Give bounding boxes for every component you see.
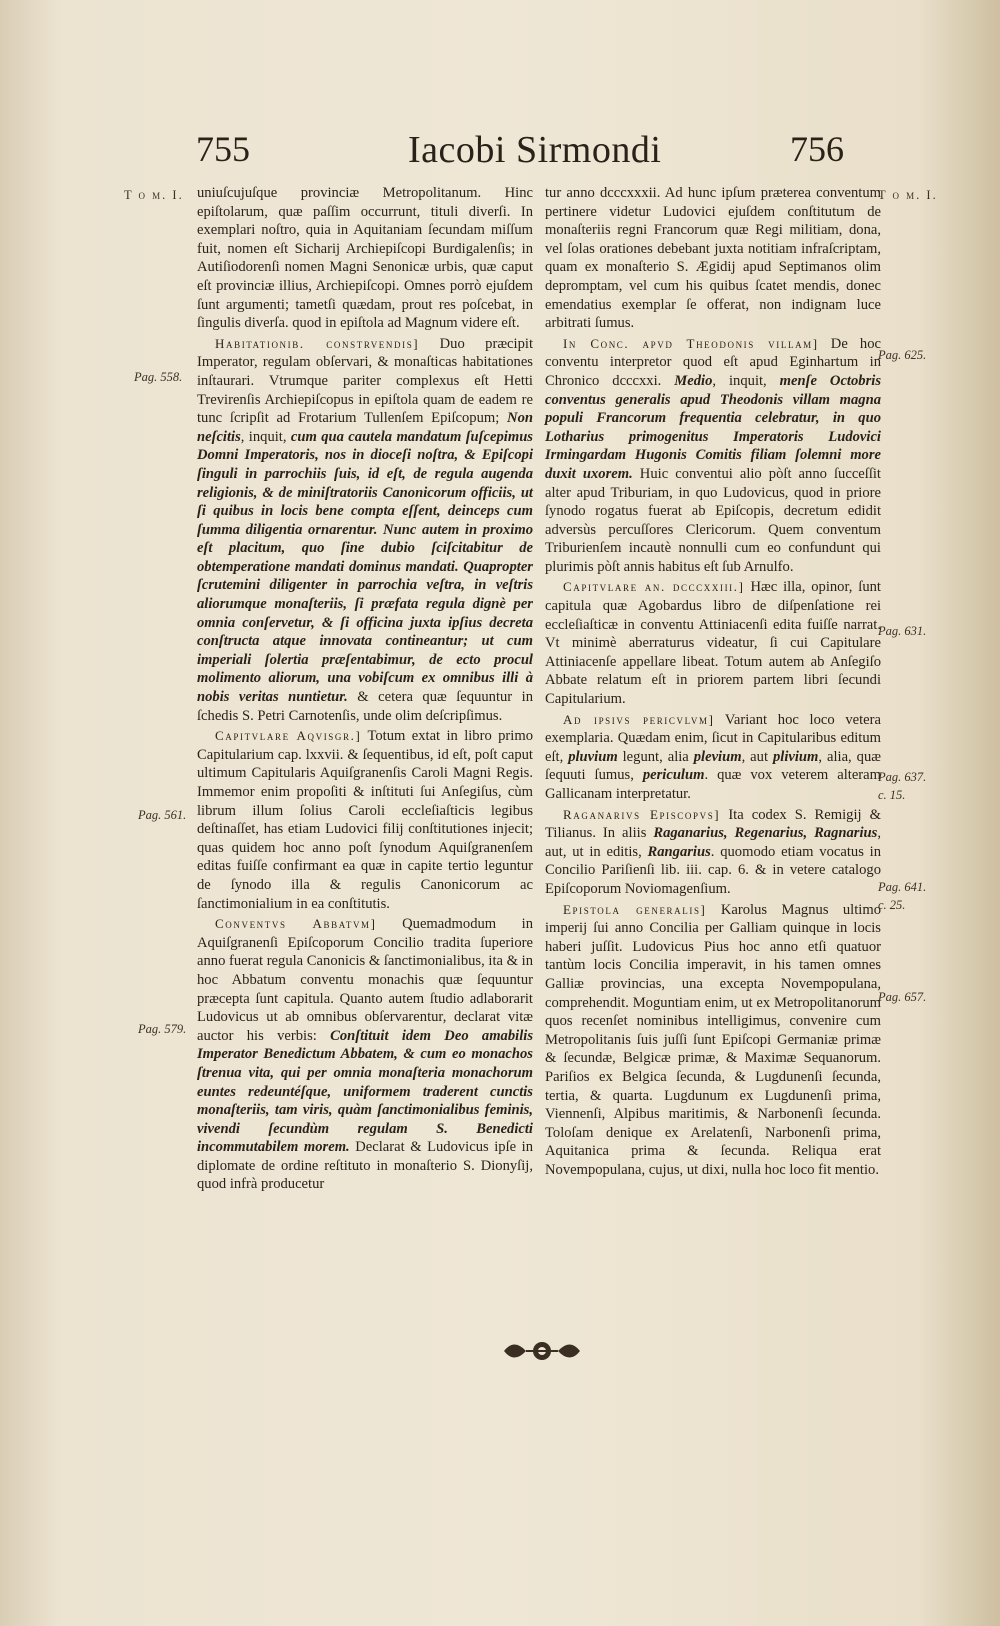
paragraph <box>545 901 881 1180</box>
page-header <box>0 128 1000 178</box>
margin-tom-left: T o m. I. <box>124 188 184 202</box>
quote-run: pluvium <box>568 748 618 765</box>
text-run: . quomodo etiam vocatus in Concilio Pariſienſi lib. iii. cap. 6. & in vetere catalogo Epiſcoporum Noviomagenſium. <box>545 843 881 897</box>
text-run: Declarat & Ludovicus ipſe in diplomate de ordine reſtituto in monaſterio S. Dionyſij, quod infrà producetur <box>197 1139 533 1193</box>
paragraph: uniuſcujuſque provinciæ Metropolitanum. Hinc epiſtolarum, quæ paſſim occurrunt, tituli diverſi. In exemplari noſtro, quia in Aquitaniam ſecundam miſſum fuit, nomen eſt Sicharij Archiepiſcopi Burdigalenſis; in Autiſiodorenſi nomen Magni Senonicæ urbis, quæ caput eſt provinciæ illius, Archiepiſcopi. Omnes porrò ejuſdem ſunt argumenti; tametſi quædam, prout res poſcebat, in ſingulis diverſa. quod in epiſtola ad Magnum videre eſt. <box>197 185 533 332</box>
quote-run: Conſtituit idem Deo amabilis Imperator Benedictum Abbatem, & cum eo monachos ſtrenua vita, qui per omnia monaſteria monachorum euntes redeuntéſque, uniformem traderent cunctis monaſteriis, tam viris, quàm ſanctimonialibus feminis, vivendi ſecundùm regulam S. Benedicti incommutabilem morem. <box>197 1027 533 1156</box>
margin-note: Pag. 561. <box>138 808 187 822</box>
text-run: Quemadmodum in Aquiſgranenſi Epiſcoporum Concilio tradita ſuperiore anno fuerat regula Canonicis & ſanctimonialibus, ita & in hoc Abbatum conventu monachis quæ ſequuntur præcepta ſunt capitula. Quanto autem ſtudio adlaborarit Ludovicus ut ab omnibus obſervarentur, declarat vitæ auctor his verbis: <box>197 916 533 1044</box>
quote-run: plevium <box>693 748 742 765</box>
margin-note: Pag. 625. <box>878 348 927 362</box>
quote-run: Rangarius <box>647 843 711 860</box>
quote-run: Medio <box>674 372 713 389</box>
margin-note: Pag. 579. <box>138 1022 187 1036</box>
text-run: Hæc illa, opinor, ſunt capitula quæ Agobardus libro de diſpenſatione rei eccleſiaſticæ in conventu Attiniacenſi edita fuiſſe narrat. Vt minimè aberraturus videatur, ſi cui Capitulare Attiniacenſe appellare libeat. Totum autem ab Anſegiſo Abbate relatum eſt in priorem partem libri ſecundi Capitularium. <box>545 579 881 708</box>
text-run: Duo præcipit Imperator, regulam obſervari, & monaſticas habitationes inſtaurari. Vtrumque pariter complexus eſt Hetti Trevirenſis Archiepiſcopus in epiſtola quam de eadem re tunc ſcripſit ad Frotarium Tullenſem Epiſcopum; <box>197 335 533 427</box>
quote-run: cum qua cautela mandatum ſuſcepimus Domni Imperatoris, nos in dioceſi noſtra, & Epiſcopi ſinguli in parrochiis ſuis, id eſt, de regula augenda religionis, & de miniſtratoriis Canonicorum officiis, ut ſi quibus in locis bene compta eſſent, deinceps cum ſumma diligentia ornarentur. Nunc autem in proximo eſt placitum, quo ſine dubio ſciſcitabitur de obtemperatione mandati dominus mandati. Quapropter ſcrutemini diligenter in parrochia veſtra, in veſtris aliorumque monaſteriis, ſi præfata regula dignè per omnia conſervetur, & ſi officina juxta ipſius decreta conſtructa atque innovata contineantur; ut cum imperiali ſolertia præſentabimur, de ecto procul molimento aliorum, una vobiſcum ex omnibus illi à nobis veritas nuntietur. <box>197 428 533 706</box>
paragraph <box>545 335 881 577</box>
text-run: & cetera quæ ſequuntur in ſchedis S. Petri Carnotenſis, unde olim deſcripſimus. <box>197 689 534 724</box>
lemma: Capitvlare an. dcccxxiii.] <box>563 579 745 595</box>
margin-note: Pag. 631. <box>878 624 927 638</box>
paragraph <box>197 335 533 725</box>
text-run: , alia, quæ ſequuti ſumus, <box>545 748 881 784</box>
text-run: legunt, alia <box>617 748 694 765</box>
text-run: , inquit, <box>712 372 780 389</box>
lemma: Raganarivs Episcopvs] <box>563 806 721 822</box>
left-column <box>197 184 533 1196</box>
margin-note: Pag. 657. <box>878 990 927 1004</box>
quote-run: Raganarius, Regenarius, Ragnarius <box>653 825 878 842</box>
text-run: . quæ vox veterem alteram Gallicanam interpretatur. <box>545 767 881 802</box>
text-run: Totum extat in libro primo Capitularium cap. lxxvii. & ſequentibus, id eſt, poſt caput ultimum Capitularis Aquiſgranenſis Caroli Magni Regis. Immemor enim propoſiti & inſtituti ſui Anſegiſus, cùm librum illum ſolius Caroli eccleſiaſticis legibus deſtinaſſet, has etiam Ludovici filij conſtitutiones injecit; quas quidem hoc anno poſt ſynodum Aquiſgranenſem editas fuiſſe confirmant ea quæ in capite tertio leguntur de ſynodo illa & regulis Canonicorum ac ſanctimonialium in ea conſtitutis. <box>197 728 533 912</box>
text-run: Karolus Magnus ultimo imperij ſui anno Concilia per Galliam quinque in locis haberi juſſit. Ludovicus Pius hoc anno etſi quatuor tantùm locis Concilia imperavit, in his tamen omnes Galliæ provincias, una excepta Novempopulana, comprehendit. Moguntiam enim, ut ex Metropolitanorum quos recenſet nominibus intelligimus, convenire cum Metropolitanis ſuis juſſi ſunt Epiſcopi Germaniæ primæ & ſecundæ, Belgicæ primæ, & Maximæ Sequanorum. Pariſios ex Belgica ſecunda, & Lugdunenſi ſecunda, tertia, & quarta. Lugdunum ex Lugdunenſi prima, Viennenſi, Alpibus maritimis, & Narbonenſi ſecunda. Toloſam denique ex Arelatenſi, Narbonenſi prima, Aquitanica prima & ſecunda. Reliqua erat Novempopulana, cujus, ut dixi, nulla hoc loco fit mentio. <box>545 901 881 1178</box>
text-run: , inquit, <box>240 428 291 445</box>
paragraph <box>545 578 881 708</box>
paragraph <box>545 711 881 804</box>
margin-note: c. 25. <box>878 898 906 912</box>
text-run: Huic conventui alio pòſt anno ſucceſſit alter apud Triburiam, in quo Ludovicus, quod in priore ſynodo rogatus fuerat ab Epiſcopis, decretum edidit adversùs percuſſores Clericorum. Quem conventum Triburienſem incautè nonnulli cum eo confundunt qui plurimis pòſt annis habitus eſt ſub Arnulfo. <box>545 465 881 575</box>
text-run: , aut <box>741 748 773 765</box>
text-run: De hoc conventu interpretor quod eſt apud Eginhartum in Chronico dcccxxi. <box>545 335 881 389</box>
lemma: In Conc. apvd Theodonis villam] <box>563 335 819 351</box>
right-column <box>545 184 881 1181</box>
page-number-left: 755 <box>196 129 250 169</box>
quote-run: Non neſcitis <box>197 410 533 445</box>
running-title: Iacobi Sirmondi <box>408 129 662 171</box>
page-number-right: 756 <box>790 129 844 169</box>
tailpiece-ornament-icon <box>502 1336 582 1366</box>
lemma: Epistola generalis] <box>563 901 707 917</box>
margin-note: c. 15. <box>878 788 906 802</box>
quote-run: menſe Octobris conventus generalis apud Theodonis villam magna populi Francorum frequentia celebratur, in quo Lotharius primogenitus Imperatoris Ludovici Irmingardam Hugonis Comitis filiam ſolemni more duxit uxorem. <box>545 372 881 482</box>
lemma: Capitvlare Aqvisgr.] <box>215 728 362 744</box>
lemma: Habitationib. constrvendis] <box>215 335 420 351</box>
margin-note: Pag. 558. <box>134 370 183 384</box>
quote-run: periculum <box>642 767 705 784</box>
quote-run: plivium <box>772 748 819 765</box>
margin-tom-right: T o m. I. <box>878 188 938 202</box>
paragraph <box>197 727 533 913</box>
text-run: , aut, ut in editis, <box>545 825 881 860</box>
paragraph <box>545 806 881 899</box>
paragraph <box>197 915 533 1194</box>
text-run: Ita codex S. Remigij & Tilianus. In aliis <box>545 806 881 842</box>
text-run: Variant hoc loco vetera exemplaria. Quædam enim, ſicut in Capitularibus editum eſt, <box>545 711 881 765</box>
paragraph: tur anno dcccxxxii. Ad hunc ipſum præterea conventum pertinere videtur Ludovici ejuſdem conſtitutum de monaſteriis regni Francorum quæ Regi militiam, dona, vel ſolas orationes debebant juxta notitiam infraſcriptam, quam ex monaſterio S. Ægidij apud Septimanos olim depromptam, vel cum his quibus ſcatet mendis, donec emendatius exemplar ſe offerat, non indignam luce arbitrati ſumus. <box>545 185 881 332</box>
margin-note: Pag. 637. <box>878 770 927 784</box>
margin-note: Pag. 641. <box>878 880 927 894</box>
lemma: Conventvs Abbatvm] <box>215 916 377 932</box>
lemma: Ad ipsivs pericvlvm] <box>563 711 715 727</box>
